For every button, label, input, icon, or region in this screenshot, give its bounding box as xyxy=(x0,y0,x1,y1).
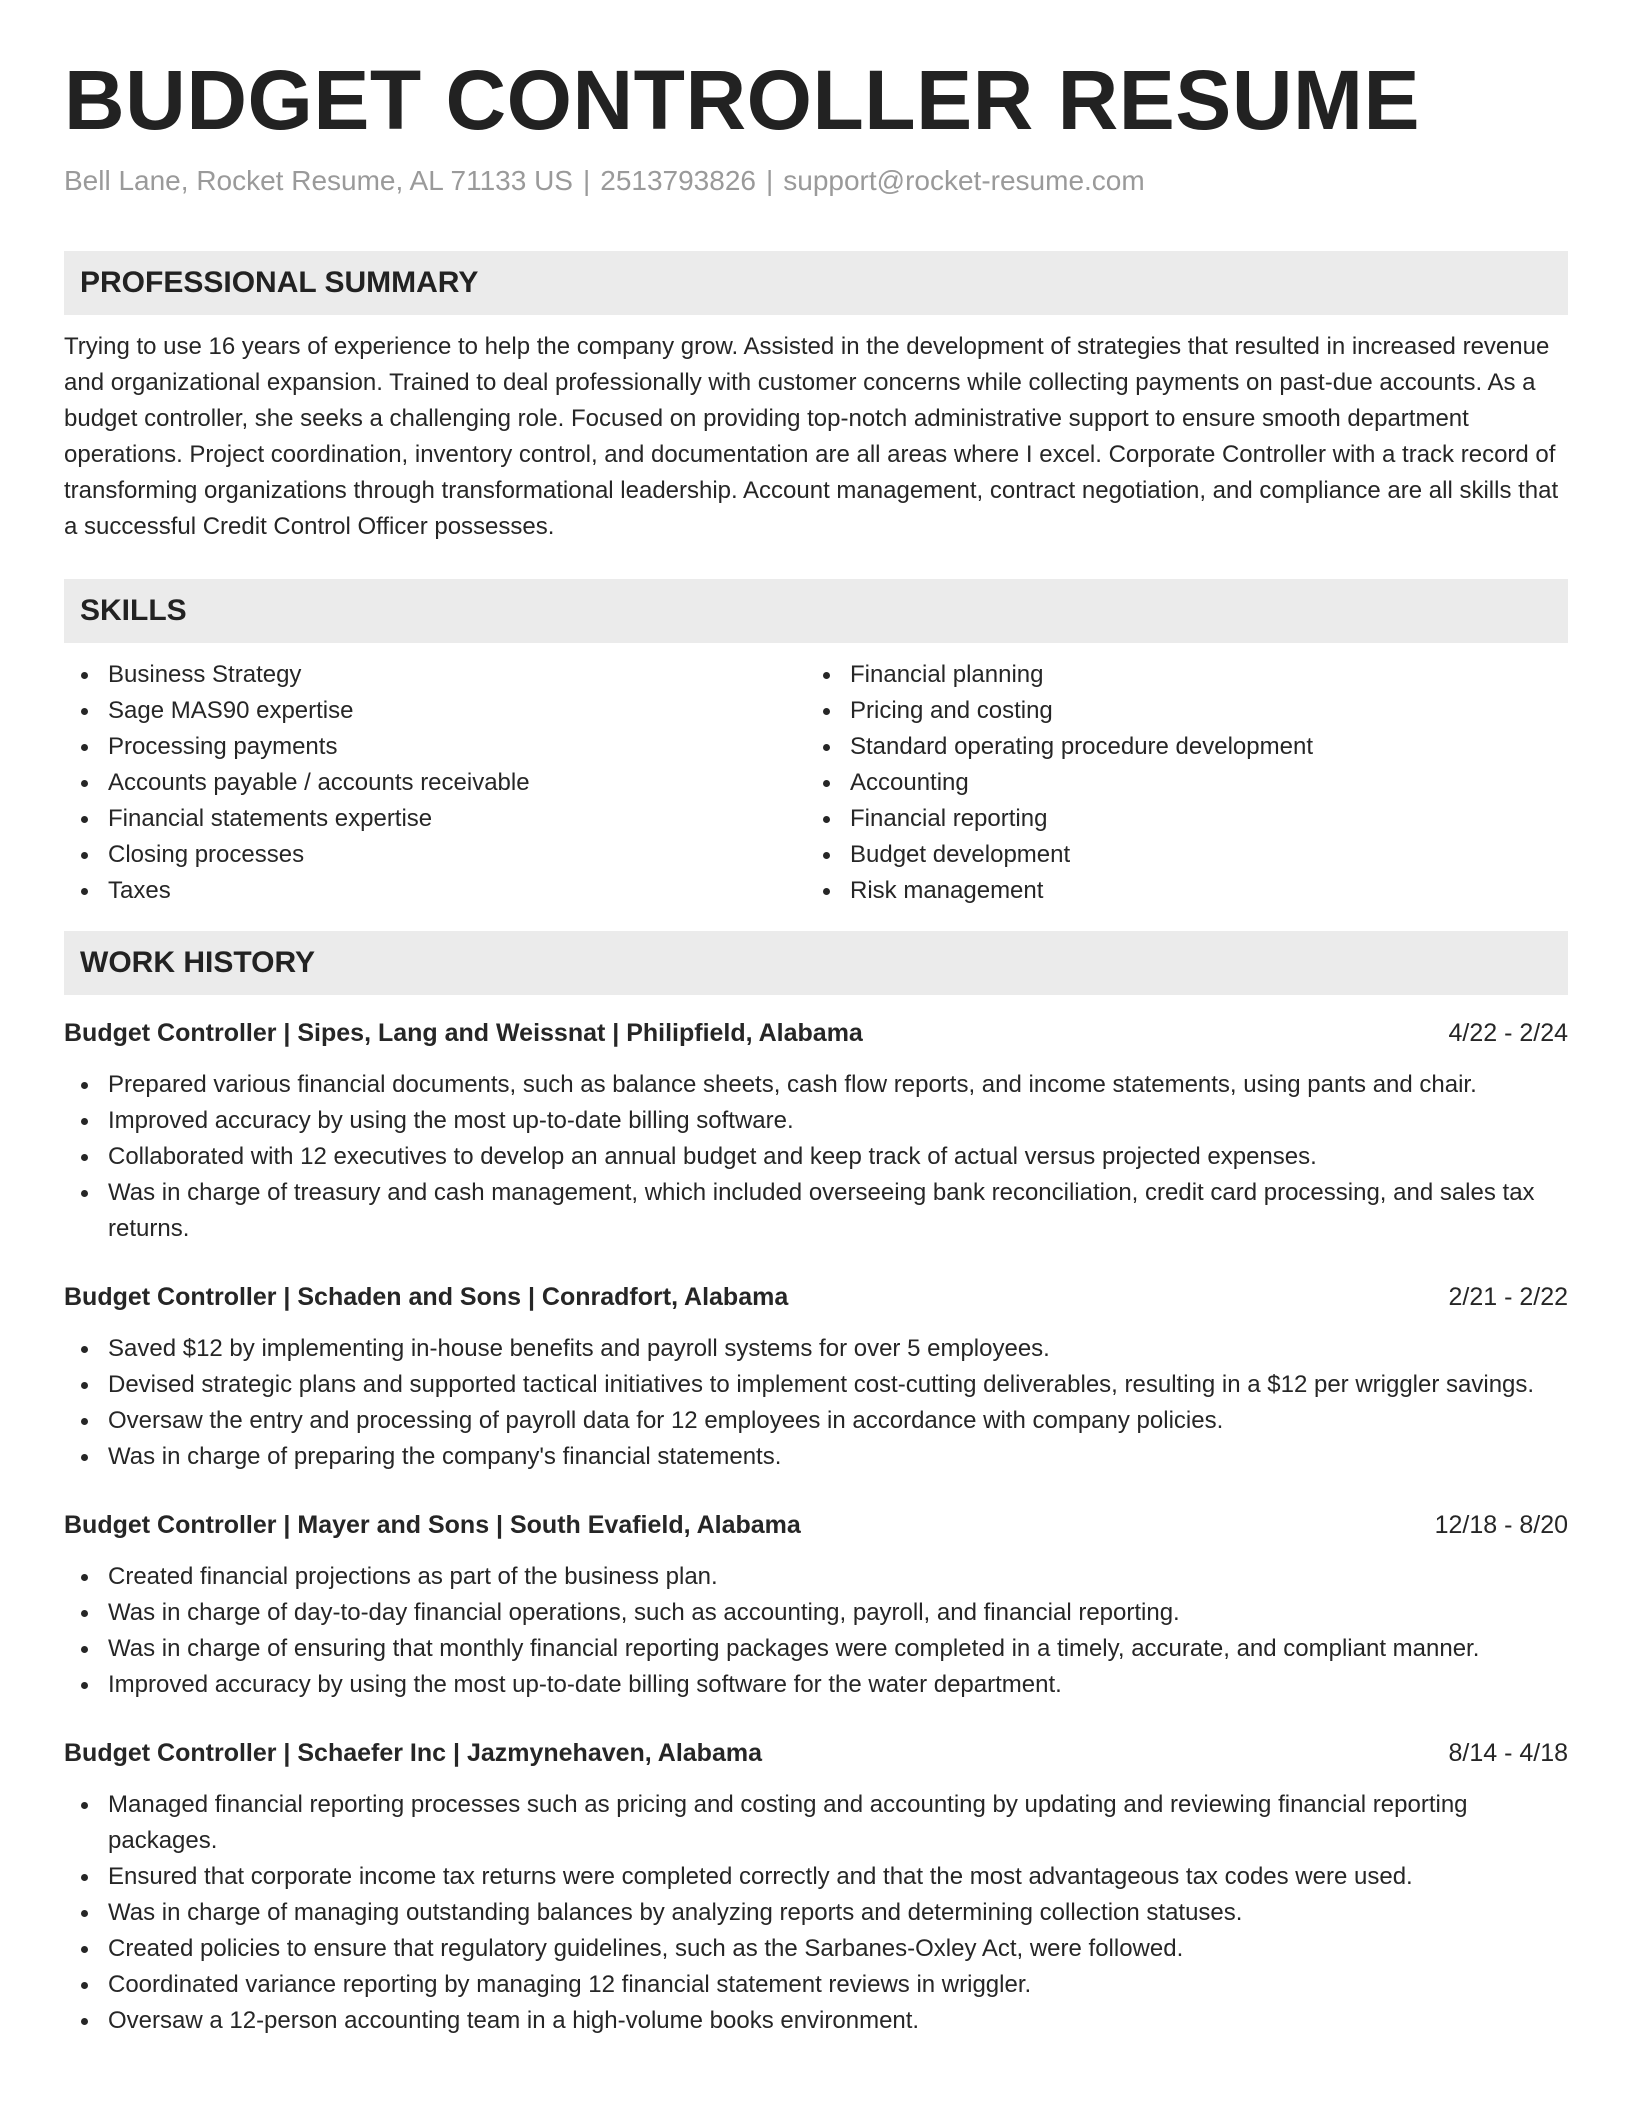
section-heading-summary: PROFESSIONAL SUMMARY xyxy=(64,251,1568,315)
skill-item: Processing payments xyxy=(64,729,806,765)
job-title: Budget Controller | Mayer and Sons | South Evafield, Alabama xyxy=(64,1510,801,1539)
contact-line xyxy=(64,163,1568,199)
job-bullet: Managed financial reporting processes such as pricing and costing and accounting by updating and reviewing financial reporting packages. xyxy=(64,1787,1568,1859)
contact-email: support@rocket-resume.com xyxy=(783,164,1145,196)
job-bullet: Ensured that corporate income tax returns were completed correctly and that the most advantageous tax codes were used. xyxy=(64,1859,1568,1895)
job-dates: 4/22 - 2/24 xyxy=(1448,1018,1568,1047)
job-bullet: Was in charge of preparing the company's financial statements. xyxy=(64,1439,1568,1475)
skill-item: Standard operating procedure development xyxy=(806,729,1548,765)
job-bullet: Oversaw the entry and processing of payroll data for 12 employees in accordance with company policies. xyxy=(64,1403,1568,1439)
job-bullet: Created policies to ensure that regulatory guidelines, such as the Sarbanes-Oxley Act, were followed. xyxy=(64,1931,1568,1967)
job-dates: 2/21 - 2/22 xyxy=(1448,1282,1568,1311)
skill-item: Accounting xyxy=(806,765,1548,801)
job-header xyxy=(64,1015,1568,1051)
job-bullets xyxy=(64,1559,1568,1703)
job-header xyxy=(64,1735,1568,1771)
skills-column-right xyxy=(806,657,1548,909)
job-entry xyxy=(64,1015,1568,1247)
section-heading-skills: SKILLS xyxy=(64,579,1568,643)
contact-separator: | xyxy=(765,164,774,196)
skill-item: Pricing and costing xyxy=(806,693,1548,729)
summary-text: Trying to use 16 years of experience to help the company grow. Assisted in the development of strategies that resulted in increased revenue and organizational expansion. Trained to deal professionally with customer concerns while collecting payments on past-due accounts. As a budget controller, she seeks a challenging role. Focused on providing top-notch administrative support to ensure smooth department operations. Project coordination, inventory control, and documentation are all areas where I excel. Corporate Controller with a track record of transforming organizations through transformational leadership. Account management, contract negotiation, and compliance are all skills that a successful Credit Control Officer possesses. xyxy=(64,332,1559,540)
skill-item: Financial statements expertise xyxy=(64,801,806,837)
section-heading-work-history: WORK HISTORY xyxy=(64,931,1568,995)
job-bullet: Was in charge of treasury and cash management, which included overseeing bank reconciliation, credit card processing, and sales tax returns. xyxy=(64,1175,1568,1247)
job-bullet: Was in charge of managing outstanding balances by analyzing reports and determining collection statuses. xyxy=(64,1895,1568,1931)
job-bullet: Coordinated variance reporting by managing 12 financial statement reviews in wriggler. xyxy=(64,1967,1568,2003)
job-bullet: Oversaw a 12-person accounting team in a high-volume books environment. xyxy=(64,2003,1568,2039)
skill-item: Budget development xyxy=(806,837,1548,873)
skill-item: Financial planning xyxy=(806,657,1548,693)
job-dates: 8/14 - 4/18 xyxy=(1448,1738,1568,1767)
job-title: Budget Controller | Schaden and Sons | Conradfort, Alabama xyxy=(64,1282,789,1311)
job-bullet: Prepared various financial documents, such as balance sheets, cash flow reports, and income statements, using pants and chair. xyxy=(64,1067,1568,1103)
skill-item: Business Strategy xyxy=(64,657,806,693)
job-bullet: Devised strategic plans and supported tactical initiatives to implement cost-cutting deliverables, resulting in a $12 per wriggler savings. xyxy=(64,1367,1568,1403)
job-bullet: Was in charge of ensuring that monthly financial reporting packages were completed in a timely, accurate, and compliant manner. xyxy=(64,1631,1568,1667)
job-bullets xyxy=(64,1331,1568,1475)
skill-item: Closing processes xyxy=(64,837,806,873)
contact-phone: 2513793826 xyxy=(600,164,756,196)
job-entry xyxy=(64,1279,1568,1475)
job-title: Budget Controller | Schaefer Inc | Jazmynehaven, Alabama xyxy=(64,1738,762,1767)
job-bullet: Created financial projections as part of the business plan. xyxy=(64,1559,1568,1595)
contact-address: Bell Lane, Rocket Resume, AL 71133 US xyxy=(64,164,573,196)
job-header xyxy=(64,1507,1568,1543)
job-bullet: Was in charge of day-to-day financial operations, such as accounting, payroll, and financial reporting. xyxy=(64,1595,1568,1631)
skill-item: Risk management xyxy=(806,873,1548,909)
job-header xyxy=(64,1279,1568,1315)
job-dates: 12/18 - 8/20 xyxy=(1434,1510,1568,1539)
resume-title: BUDGET CONTROLLER RESUME xyxy=(64,53,1420,147)
job-bullet: Improved accuracy by using the most up-to-date billing software for the water department. xyxy=(64,1667,1568,1703)
job-entry xyxy=(64,1735,1568,2039)
skill-item: Accounts payable / accounts receivable xyxy=(64,765,806,801)
job-bullet: Improved accuracy by using the most up-to-date billing software. xyxy=(64,1103,1568,1139)
skill-item: Sage MAS90 expertise xyxy=(64,693,806,729)
skills-column-left xyxy=(64,657,806,909)
job-bullets xyxy=(64,1067,1568,1247)
job-entry xyxy=(64,1507,1568,1703)
job-bullet: Saved $12 by implementing in-house benefits and payroll systems for over 5 employees. xyxy=(64,1331,1568,1367)
resume-page xyxy=(64,0,1568,2039)
skill-item: Taxes xyxy=(64,873,806,909)
job-title: Budget Controller | Sipes, Lang and Weissnat | Philipfield, Alabama xyxy=(64,1018,863,1047)
job-bullets xyxy=(64,1787,1568,2039)
skill-item: Financial reporting xyxy=(806,801,1548,837)
contact-separator: | xyxy=(582,164,591,196)
skills-list xyxy=(64,657,1568,909)
job-bullet: Collaborated with 12 executives to develop an annual budget and keep track of actual versus projected expenses. xyxy=(64,1139,1568,1175)
